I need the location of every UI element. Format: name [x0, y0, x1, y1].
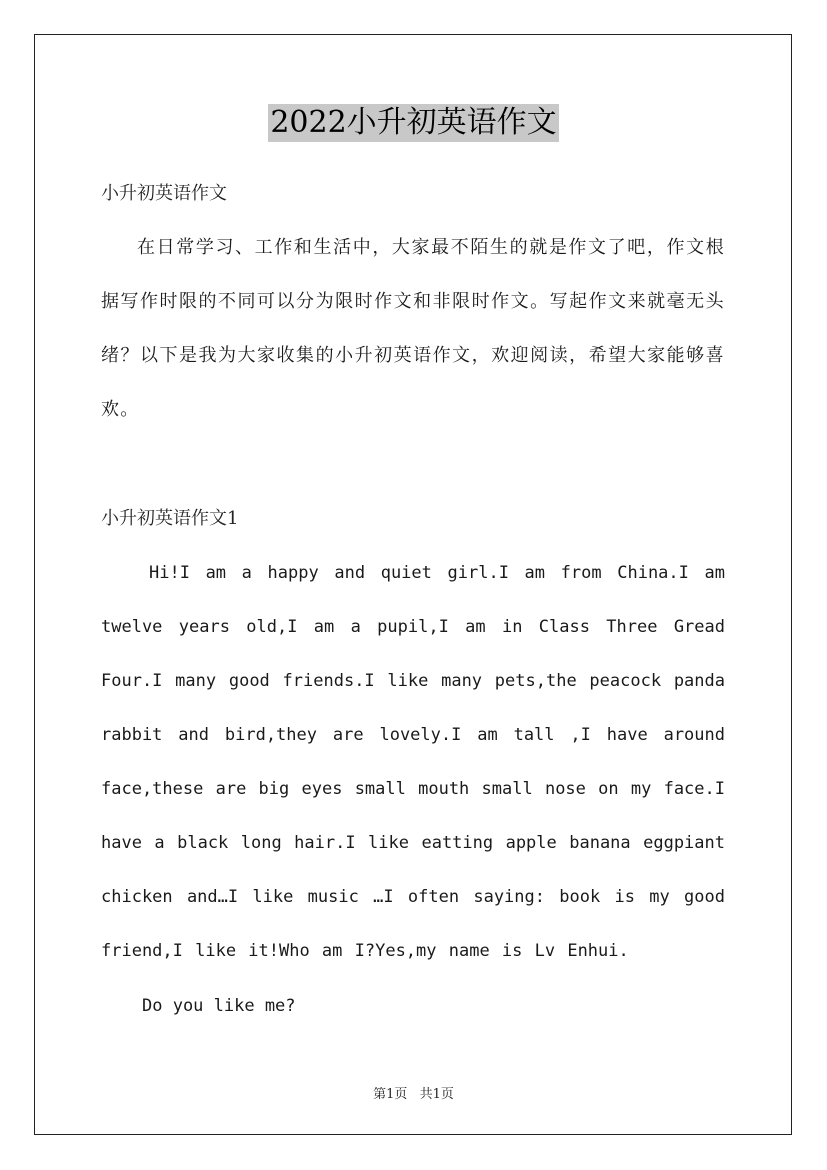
page-number: 第1页 [373, 1087, 408, 1102]
closing-line: Do you like me? [142, 996, 296, 1016]
document-subtitle: 小升初英语作文 [101, 183, 227, 204]
essay-paragraph: Hi!I am a happy and quiet girl.I am from China.I am twelve years old,I am a pupil,I am in Class Three Gread Four.I many good friends.I like many pets,the peacock panda rabbit and bird,they are lovely.I am tall ,I have around face,these are big eyes small mouth small nose on my face.I have a black long hair.I like eatting apple banana eggpiant chicken and…I like music …I often saying: book is my good friend,I like it!Who am I?Yes,my name is Lv Enhui. [101, 563, 725, 961]
intro-paragraph: 在日常学习、工作和生活中，大家最不陌生的就是作文了吧，作文根据写作时限的不同可以分为限时作文和非限时作文。写起作文来就毫无头绪？以下是我为大家收集的小升初英语作文，欢迎阅读，希望大家能够喜欢。 [101, 237, 725, 420]
document-title: 2022小升初英语作文 [270, 105, 557, 140]
page-footer [0, 1083, 827, 1102]
section-heading: 小升初英语作文1 [101, 508, 239, 529]
title-container [0, 104, 827, 142]
page-total: 共1页 [419, 1087, 454, 1102]
